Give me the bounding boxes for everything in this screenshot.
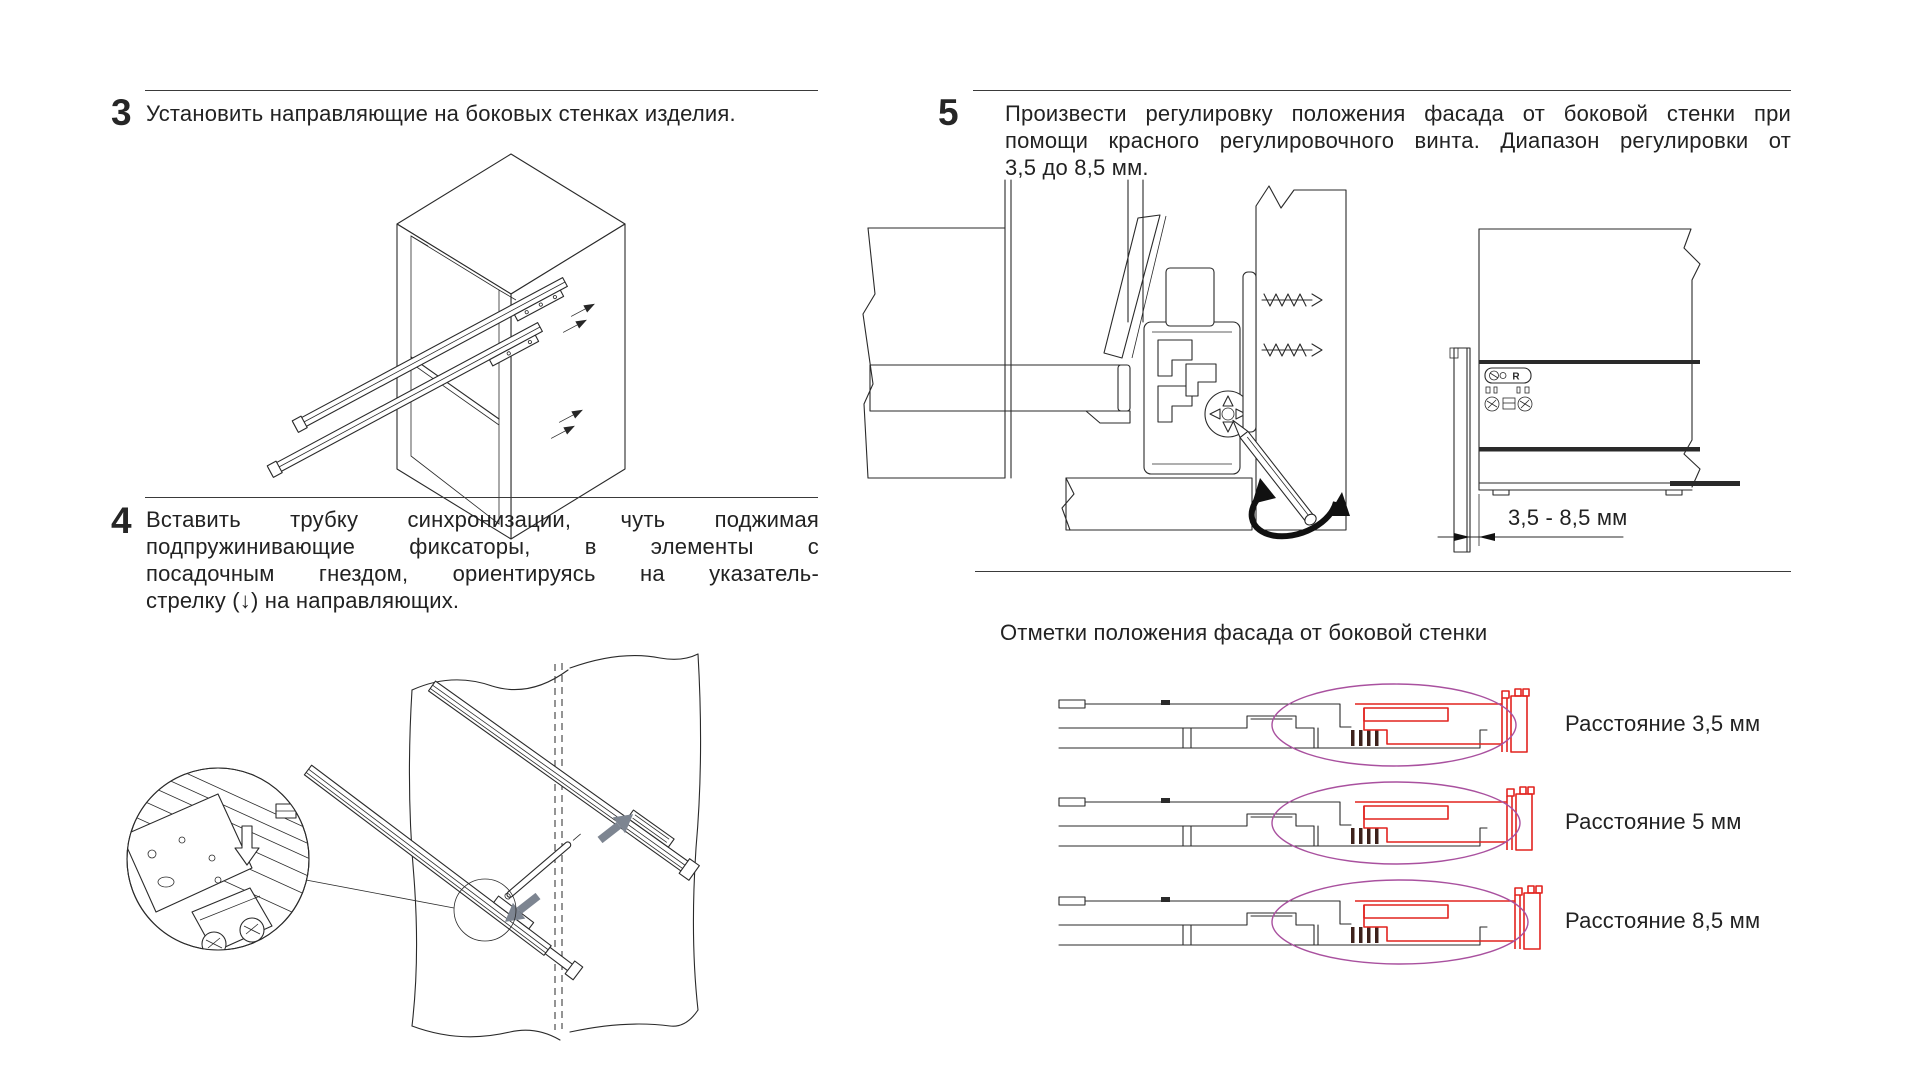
highlight-ellipse	[1272, 880, 1528, 964]
step3-divider	[145, 90, 818, 91]
tick-marks	[1351, 927, 1379, 943]
rail-marking-label	[1485, 368, 1532, 411]
step4-number: 4	[111, 500, 132, 541]
adjuster-mechanism	[1144, 268, 1251, 474]
fascade-position-row	[1055, 682, 1545, 772]
step3-line: Установить направляющие на боковых стенках изделия.	[146, 101, 736, 126]
sync-tube	[504, 832, 583, 901]
screwdriver-icon	[1228, 417, 1318, 528]
screw-icon	[1262, 294, 1322, 356]
step4-line: подпружинивающие фиксаторы, в элементы с	[146, 534, 819, 559]
step5-divider	[973, 90, 1791, 91]
highlight-ellipse	[1272, 684, 1516, 766]
adjustment-cross-section	[848, 172, 1348, 562]
distance-label: Расстояние 3,5 мм	[1565, 711, 1761, 736]
gray-arrow-icon	[499, 806, 640, 929]
distance-label: Расстояние 8,5 мм	[1565, 908, 1761, 933]
highlight-ellipse	[1272, 782, 1520, 864]
red-adjuster-highlight	[1355, 689, 1529, 752]
cabinet-drawing	[235, 112, 680, 502]
tick-marks	[1351, 828, 1379, 844]
rail-marking-text: R	[1512, 371, 1520, 383]
step4-text	[146, 506, 819, 614]
step4-divider	[145, 497, 818, 498]
red-adjuster-highlight	[1355, 886, 1542, 949]
tick-marks	[1351, 730, 1379, 746]
step5-text	[1005, 100, 1791, 181]
side-view-drawing	[1438, 172, 1848, 572]
distance-label: Расстояние 5 мм	[1565, 809, 1742, 834]
step4-line: стрелку (↓) на направляющих.	[146, 588, 460, 613]
step5-line: Произвести регулировку положения фасада от боковой стенки при	[1005, 101, 1791, 126]
gap-dimension-label: 3,5 - 8,5 мм	[1508, 505, 1628, 530]
fascade-position-row	[1055, 780, 1545, 870]
step5-number: 5	[938, 92, 959, 133]
step5-line: 3,5 до 8,5 мм.	[1005, 155, 1149, 180]
marks-title: Отметки положения фасада от боковой стенки	[1000, 620, 1488, 645]
sync-tube-drawing	[100, 628, 725, 1068]
step5-line: помощи красного регулировочного винта. Диапазон регулировки от	[1005, 128, 1791, 153]
step4-line: посадочным гнездом, ориентируясь на указатель-	[146, 561, 819, 586]
marks-divider	[975, 571, 1791, 572]
step3-number: 3	[111, 92, 132, 133]
step4-line: Вставить трубку синхронизации, чуть поджимая	[146, 507, 819, 532]
fascade-position-row	[1055, 879, 1545, 969]
